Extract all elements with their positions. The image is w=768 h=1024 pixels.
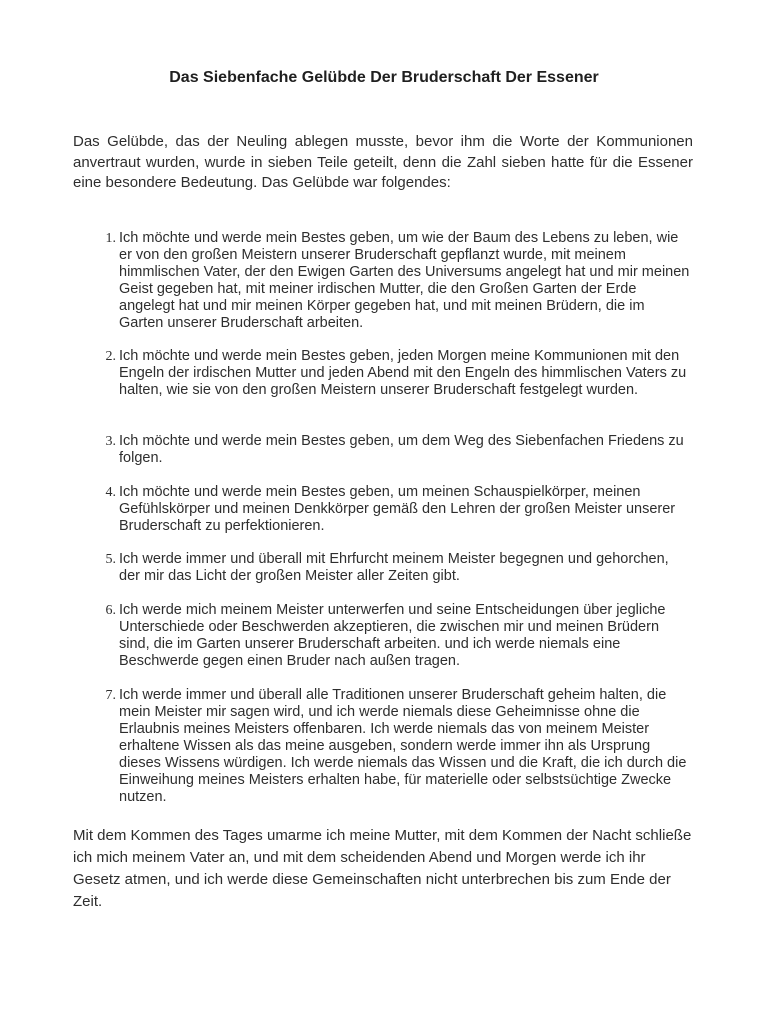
vow-text: Ich werde immer und überall alle Traditionen unserer Bruderschaft geheim halten, die mein Meister mir sagen wird, und ich werde niemals diese Geheimnisse ohne die Erlaubnis meines Meisters offenbaren. Ich werde niemals das von meinem Meister erhaltene Wissen als das meine ausgeben, sondern werde immer ihn als Ursprung dieses Wissens würdigen. Ich werde niemals das Wissen und die Kraft, die ich durch die Einweihung meines Meisters erhalten habe, für materielle oder selbstsüchtige Zwecke nutzen. [119,687,687,805]
vow-number: 4. [105,485,116,500]
vow-number: 7. [105,688,116,703]
intro-paragraph: Das Gelübde, das der Neuling ablegen musste, bevor ihm die Worte der Kommunionen anvertraut wurden, wurde in sieben Teile geteilt, denn die Zahl sieben hatte für die Essener eine besondere Bedeutung. Das Gelübde war folgendes: [73,133,693,191]
vow-number: 3. [105,434,116,449]
vow-number: 1. [105,231,116,246]
vow-text: Ich werde immer und überall mit Ehrfurcht meinem Meister begegnen und gehorchen, der mir das Licht der großen Meister aller Zeiten gibt. [119,551,669,584]
vow-number: 2. [105,349,116,364]
vow-text: Ich möchte und werde mein Bestes geben, um meinen Schauspielkörper, meinen Gefühlskörper und meinen Denkkörper gemäß den Lehren der großen Meister unserer Bruderschaft zu perfektionieren. [119,484,676,534]
document-title: Das Siebenfache Gelübde Der Bruderschaft Der Essener [169,69,599,86]
vow-text: Ich möchte und werde mein Bestes geben, um dem Weg des Siebenfachen Friedens zu folgen. [119,433,684,466]
closing-paragraph: Mit dem Kommen des Tages umarme ich meine Mutter, mit dem Kommen der Nacht schließe ich mich meinem Vater an, und mit dem scheidenden Abend und Morgen werde ich ihr Gesetz atmen, und ich werde diese Gemeinschaften nicht unterbrechen bis zum Ende der Zeit. [73,827,692,910]
vow-number: 5. [105,552,116,567]
vow-number: 6. [105,603,116,618]
vow-text: Ich werde mich meinem Meister unterwerfen und seine Entscheidungen über jegliche Unterschiede oder Beschwerden akzeptieren, die zwischen mir und meinen Brüdern sind, die im Garten unserer Bruderschaft arbeiten. und ich werde niemals eine Beschwerde gegen einen Bruder nach außen tragen. [119,602,666,669]
vow-text: Ich möchte und werde mein Bestes geben, um wie der Baum des Lebens zu leben, wie er von den großen Meistern unserer Bruderschaft gepflanzt wurde, mit meinem himmlischen Vater, der den Ewigen Garten des Universums angelegt hat und mir meinen Geist gegeben hat, mit meiner irdischen Mutter, die den Großen Garten der Erde angelegt hat und mir meinen Körper gegeben hat, und mit meinen Brüdern, die im Garten unserer Bruderschaft arbeiten. [119,230,690,331]
vow-text: Ich möchte und werde mein Bestes geben, jeden Morgen meine Kommunionen mit den Engeln der irdischen Mutter und jeden Abend mit den Engeln des himmlischen Vaters zu halten, wie sie von den großen Meistern unserer Bruderschaft festgelegt wurden. [119,348,687,398]
